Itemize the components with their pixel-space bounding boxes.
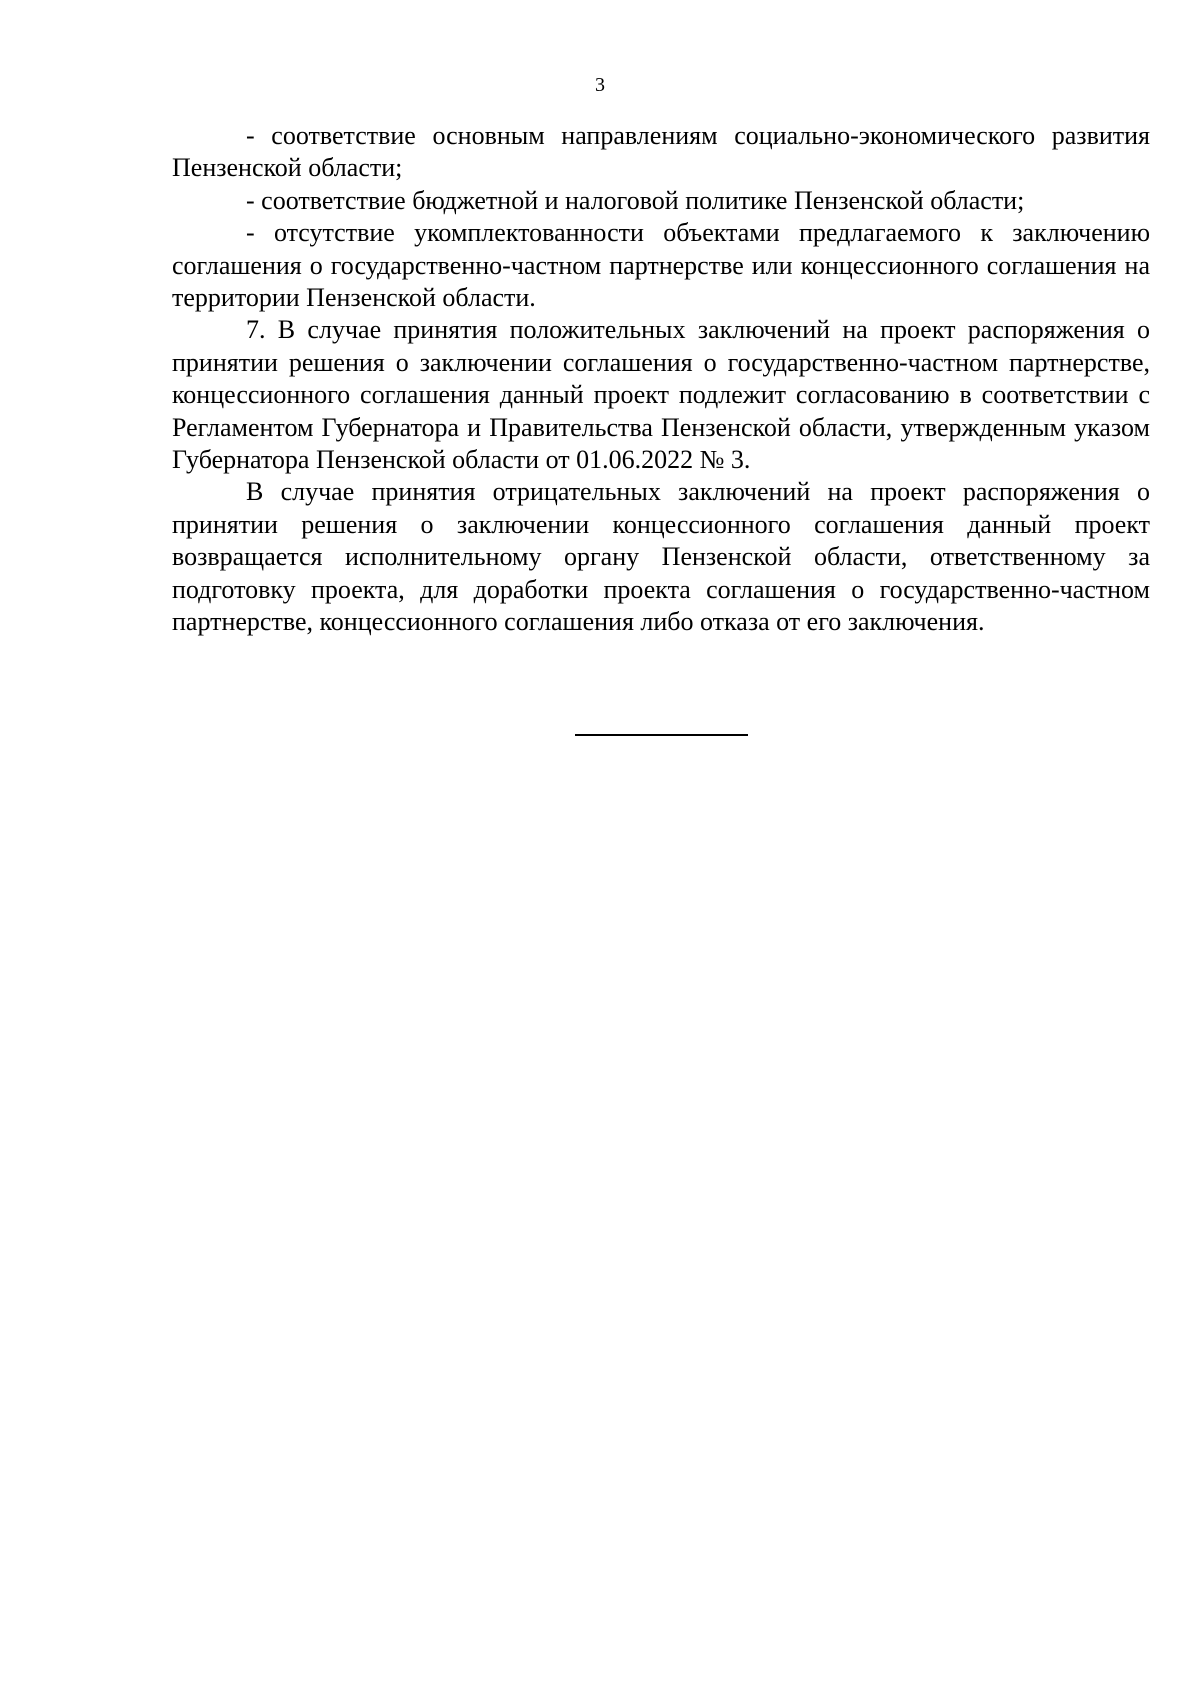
page-number: 3 (595, 74, 605, 96)
criterion-lack-of-facilities: - отсутствие укомплектованности объектами предлагаемого к заключению соглашения о государственно-частном партнерстве или концессионного соглашения на территории Пензенской области. (172, 218, 1150, 313)
document-body (172, 120, 1150, 639)
clause-negative-conclusions: В случае принятия отрицательных заключений на проект распоряжения о принятии решения о заключении концессионного соглашения данный проект возвращается исполнительному органу Пензенской области, ответственному за подготовку проекта, для доработки проекта соглашения о государственно-частном партнерстве, концессионного соглашения либо отказа от его заключения. (172, 477, 1150, 637)
clause-7-positive-conclusions: 7. В случае принятия положительных заключений на проект распоряжения о принятии решения о заключении соглашения о государственно-частном партнерстве, концессионного соглашения данный проект подлежит согласованию в соответствии с Регламентом Губернатора и Правительства Пензенской области, утвержденным указом Губернатора Пензенской области от 01.06.2022 № 3. (172, 315, 1150, 475)
criterion-socioeconomic-development: - соответствие основным направлениям социально-экономического развития Пензенской области; (172, 121, 1150, 183)
criterion-budget-tax-policy: - соответствие бюджетной и налоговой политике Пензенской области; (246, 185, 1025, 215)
end-of-document-rule (575, 734, 748, 736)
